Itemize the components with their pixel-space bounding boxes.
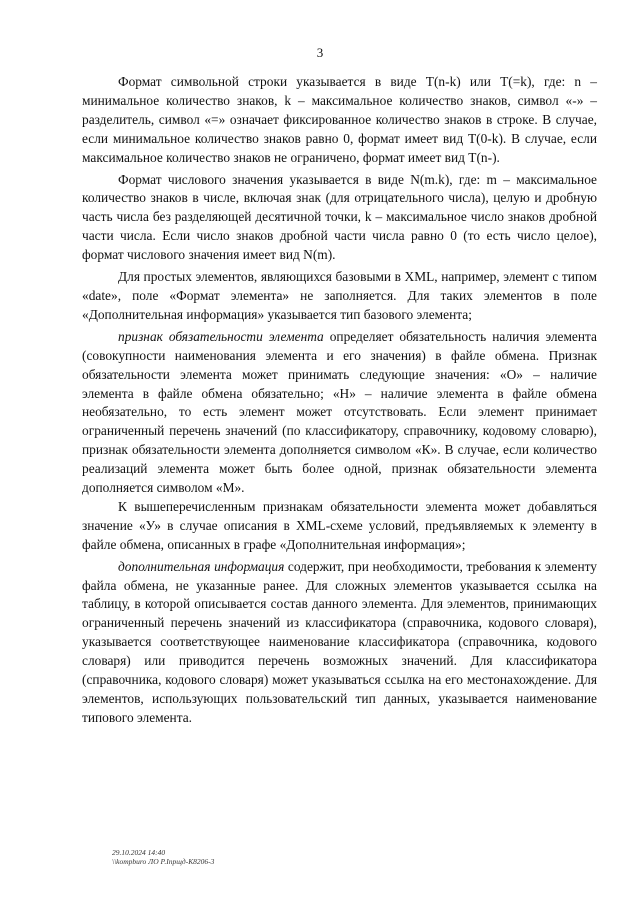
term-additional-info: дополнительная информация <box>118 558 285 574</box>
paragraph-text: Для простых элементов, являющихся базовыми в XML, например, элемент с типом «date», поле «Формат элемента» не заполняется. Для таких элементов в поле «Дополнительная информация» указывается тип базового элемента; <box>82 269 597 322</box>
footer-timestamp: 29.10.2024 14:40 <box>112 848 166 857</box>
document-body <box>82 73 597 728</box>
paragraph-text: содержит, при необходимости, требования к элементу файла обмена, не указанные ранее. Для сложных элементов указывается ссылка на таблицу, в которой описывается состав данного элемента. Для элементов, принимающих ограниченный перечень значений из классификатора (справочника, кодового словаря), указывается соответствующее наименование классификатора (справочника, кодового словаря) или приводится перечень возможных значений. Для классификатора (справочника, кодового словаря) может указываться ссылка на его местонахождение. Для элементов, использующих пользовательский тип данных, указывается наименование типового элемента. <box>82 558 597 725</box>
page-number: 3 <box>316 45 324 60</box>
paragraph-additional-info <box>82 558 597 728</box>
paragraph-text: определяет обязательность наличия элемента (совокупности наименования элемента и его значения) в файле обмена. Признак обязательности элемента может принимать следующие значения: «О» – наличие элемента в файле обмена обязательно; «Н» – наличие элемента в файле обмена необязательно, то есть элемент может отсутствовать. Если элемент принимает ограниченный перечень значений (по классификатору, справочнику, кодовому словарю), признак обязательности элемента дополняется символом «К». В случае, если количество реализаций элемента может быть более одной, признак обязательности элемента дополняется символом «М». <box>82 328 597 496</box>
paragraph-mandatory-attribute <box>82 328 597 498</box>
print-footer <box>112 848 412 866</box>
paragraph-string-format <box>82 73 597 168</box>
paragraph-conditional-value <box>82 498 597 555</box>
footer-path: \\kompburo ЛО Р.Iпрщд-К8206-3 <box>112 857 215 866</box>
paragraph-text: К вышеперечисленным признакам обязательности элемента может добавляться значение «У» в случае описания в XML-схеме условий, предъявляемых к элементу в файле обмена, описанных в графе «Дополнительная информация»; <box>82 498 597 552</box>
paragraph-number-format <box>82 171 597 266</box>
paragraph-text: Формат символьной строки указывается в виде T(n-k) или T(=k), где: n – минимальное количество знаков, k – максимальное количество знаков, символ «-» – разделитель, символ «=» означает фиксированное количество знаков в строке. В случае, если минимальное количество знаков равно 0, формат имеет вид T(0-k). В случае, если максимальное количество знаков не ограничено, формат имеет вид T(n-). <box>82 74 597 165</box>
paragraph-simple-elements <box>82 268 597 325</box>
paragraph-text: Формат числового значения указывается в виде N(m.k), где: m – максимальное количество знаков в числе, включая знак (для отрицательного числа), целую и дробную часть числа без разделяющей десятичной точки, k – максимальное число знаков дробной части числа. Если число знаков дробной части числа равно 0 (то есть число целое), формат числового значения имеет вид N(m). <box>82 171 597 263</box>
term-mandatory-attribute: признак обязательности элемента <box>118 328 324 344</box>
